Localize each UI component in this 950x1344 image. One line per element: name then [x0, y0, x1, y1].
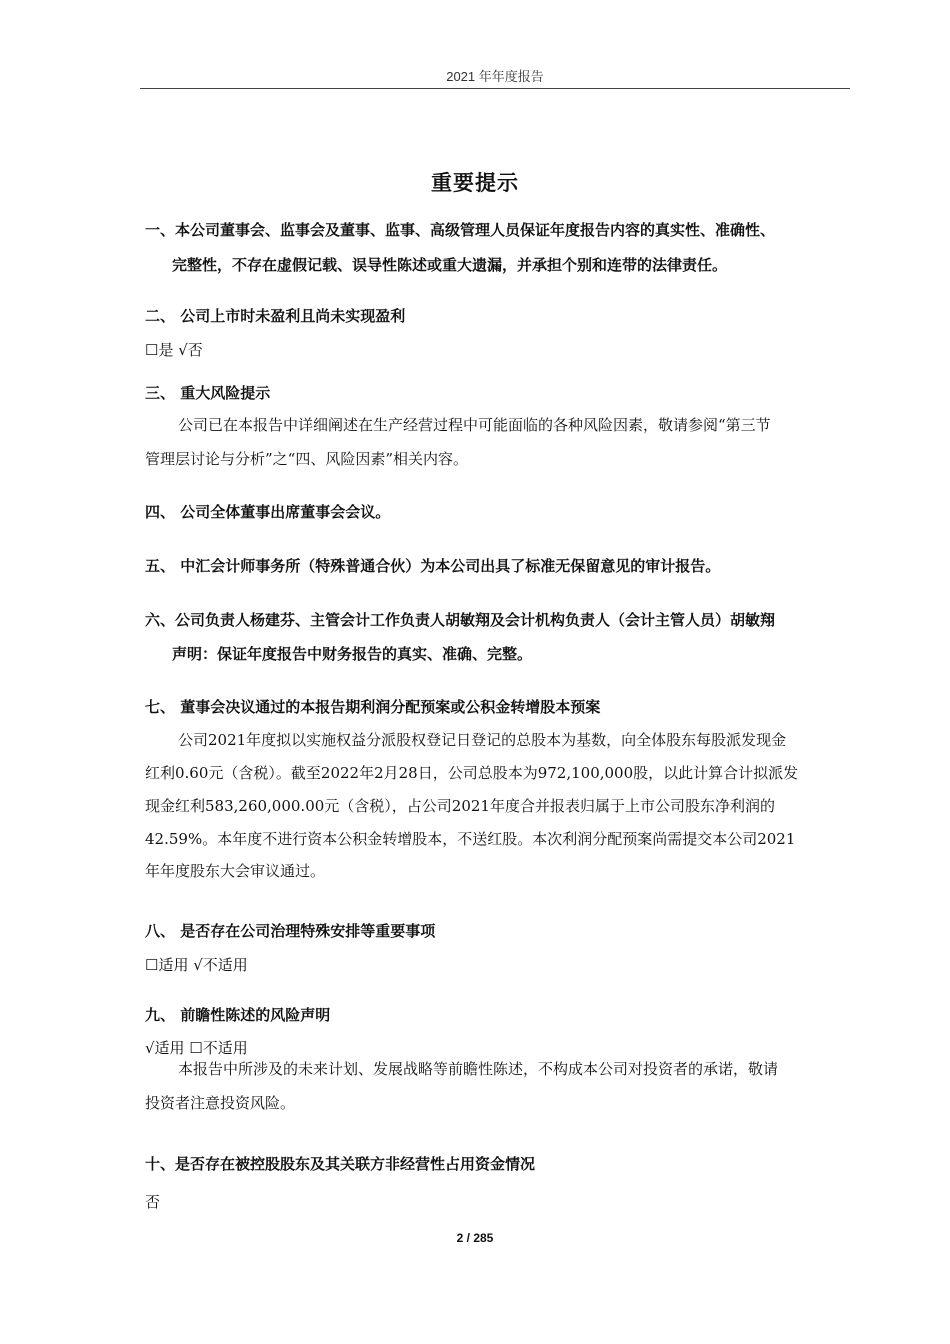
section-3-line-2: 管理层讨论与分析”之“四、风险因素”相关内容。: [145, 450, 469, 468]
section-2-options: ☐是 √否: [145, 341, 203, 359]
section-6-line-1: 六、公司负责人杨建芬、主管会计工作负责人胡敏翔及会计机构负责人（会计主管人员）胡敏翔: [145, 611, 776, 629]
section-7-heading: 七、 董事会决议通过的本报告期利润分配预案或公积金转增股本预案: [145, 698, 601, 716]
section-9-line-2: 投资者注意投资风险。: [145, 1094, 296, 1112]
section-9-heading: 九、 前瞻性陈述的风险声明: [145, 1006, 331, 1024]
section-9-options: √适用 ☐不适用: [145, 1039, 248, 1057]
header-rule: [140, 88, 850, 89]
section-5-heading: 五、 中汇会计师事务所（特殊普通合伙）为本公司出具了标准无保留意见的审计报告。: [145, 557, 721, 575]
page-title: 重要提示: [431, 171, 519, 195]
section-7-line-5: 年年度股东大会审议通过。: [145, 862, 326, 880]
page-number: 2 / 285: [456, 1231, 494, 1245]
section-4-heading: 四、 公司全体董事出席董事会会议。: [145, 503, 391, 521]
section-1-line-1: 一、本公司董事会、监事会及董事、监事、高级管理人员保证年度报告内容的真实性、准确性、: [145, 221, 776, 239]
section-7-line-2: 红利0.60元（含税）。截至2022年2月28日，公司总股本为972,100,000股，以此计算合计拟派发: [145, 764, 799, 782]
section-8-heading: 八、 是否存在公司治理特殊安排等重要事项: [145, 922, 436, 940]
section-1-line-2: 完整性，不存在虚假记载、误导性陈述或重大遗漏，并承担个别和连带的法律责任。: [172, 256, 728, 274]
section-2-heading: 二、 公司上市时未盈利且尚未实现盈利: [145, 307, 406, 325]
section-6-line-2: 声明：保证年度报告中财务报告的真实、准确、完整。: [172, 645, 533, 663]
section-7-line-3: 现金红利583,260,000.00元（含税），占公司2021年度合并报表归属于上市公司股东净利润的: [145, 797, 775, 815]
section-9-line-1: 本报告中所涉及的未来计划、发展战略等前瞻性陈述，不构成本公司对投资者的承诺，敬请: [178, 1060, 779, 1078]
section-8-options: ☐适用 √不适用: [145, 956, 248, 974]
section-10-heading: 十、是否存在被控股股东及其关联方非经营性占用资金情况: [145, 1155, 536, 1173]
page-header: 2021 年年度报告: [446, 69, 544, 84]
section-3-heading: 三、 重大风险提示: [145, 384, 271, 402]
section-10-answer: 否: [145, 1193, 161, 1211]
section-7-line-1: 公司2021年度拟以实施权益分派股权登记日登记的总股本为基数，向全体股东每股派发现金: [178, 731, 787, 749]
section-3-line-1: 公司已在本报告中详细阐述在生产经营过程中可能面临的各种风险因素，敬请参阅“第三节: [178, 416, 771, 434]
section-7-line-4: 42.59%。本年度不进行资本公积金转增股本，不送红股。本次利润分配预案尚需提交本公司2021: [145, 830, 796, 848]
